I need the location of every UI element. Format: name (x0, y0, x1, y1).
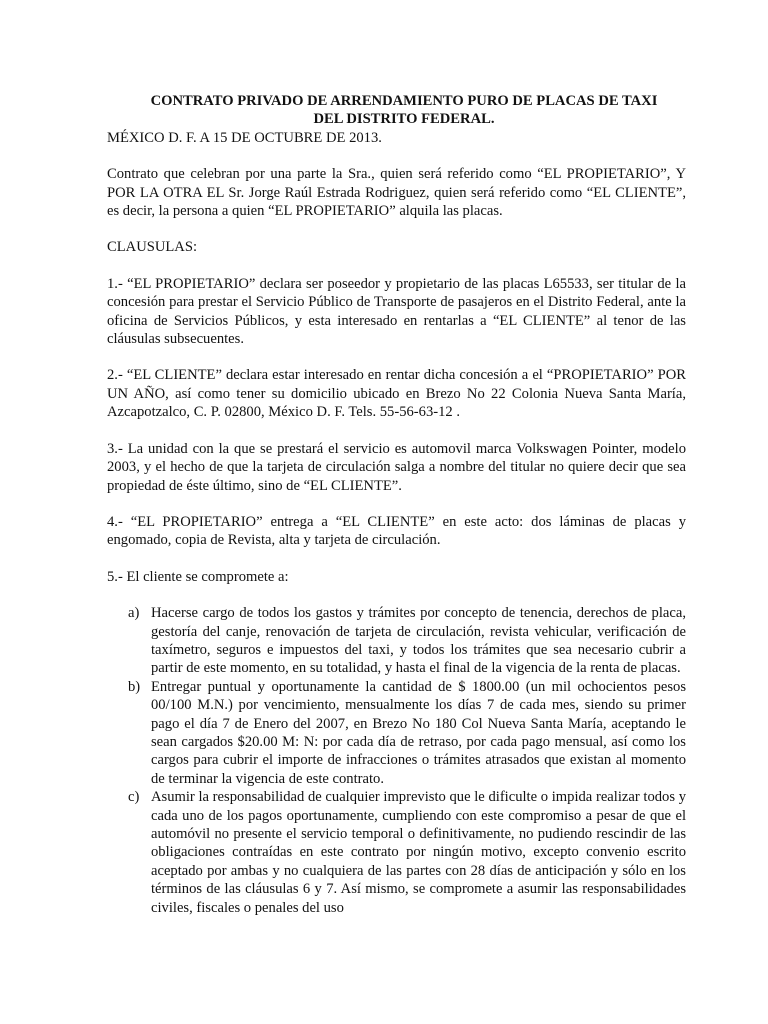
list-item-text: Hacerse cargo de todos los gastos y trámites por concepto de tenencia, derechos de placa, gestoría del canje, renovación de tarjeta de circulación, revista vehicular, verificación de taxímetro, seguros e impuestos del taxi, y todos los trámites que sea necesario cubrir a partir de este momento, en su totalidad, y hasta el final de la vigencia de la renta de placas. (151, 605, 686, 677)
clausulas-heading: CLAUSULAS: (107, 239, 198, 256)
list-item (107, 788, 686, 917)
intro-paragraph: Contrato que celebran por una parte la Sra., quien será referido como “EL PROPIETARIO”, Y POR LA OTRA EL Sr. Jorge Raúl Estrada Rodriguez, quien será referido como “EL CLIENTE”, es decir, la persona a quien “EL PROPIETARIO” alquila las placas. (107, 166, 686, 220)
clause-4: 4.- “EL PROPIETARIO” entrega a “EL CLIENTE” en este acto: dos láminas de placas y engomado, copia de Revista, alta y tarjeta de circulación. (107, 513, 686, 549)
clause-5-list (107, 604, 686, 917)
list-item-marker: a) (128, 605, 140, 622)
list-item-marker: b) (128, 678, 141, 695)
clause-1: 1.- “EL PROPIETARIO” declara ser poseedor y propietario de las placas L65533, ser titular de la concesión para prestar el Servicio Público de Transporte de pasajeros en el Distrito Federal, ante la oficina de Servicios Públicos, y esta interesado en rentarlas a “EL CLIENTE” al tenor de las cláusulas subsecuentes. (107, 275, 686, 348)
date-line: MÉXICO D. F. A 15 DE OCTUBRE DE 2013. (107, 129, 382, 146)
list-item (107, 604, 686, 678)
list-item-text: Entregar puntual y oportunamente la cantidad de $ 1800.00 (un mil ochocientos pesos 00/100 M.N.) por vencimiento, mensualmente los días 7 de cada mes, siendo su primer pago el día 7 de Enero del 2007, en Brezo No 180 Col Nueva Santa María, aceptando le sean cargados $20.00 M: N: por cada día de retraso, por cada pago mensual, así como los cargos para cubrir el importe de infracciones o trámites atrasados que existan al momento de terminar la vigencia de este contrato. (151, 678, 686, 787)
list-item-marker: c) (128, 789, 140, 806)
clause-3: 3.- La unidad con la que se prestará el servicio es automovil marca Volkswagen Pointer, modelo 2003, y el hecho de que la tarjeta de circulación salga a nombre del titular no quiere decir que sea propiedad de éste último, sino de “EL CLIENTE”. (107, 440, 686, 494)
list-item-text: Asumir la responsabilidad de cualquier imprevisto que le dificulte o impida realizar todos y cada uno de los pagos oportunamente, cumpliendo con este compromiso a pesar de que el automóvil no presente el servicio temporal o definitivamente, no pudiendo rescindir de las obligaciones contraídas en este contrato por ningún motivo, excepto convenio escrito aceptado por ambas y no cualquiera de las partes con 28 días de anticipación y sólo en los términos de las cláusulas 6 y 7. Así mismo, se compromete a asumir las responsabilidades civiles, fiscales o penales del uso (151, 789, 686, 916)
list-item (107, 678, 686, 788)
document-title-line-2: DEL DISTRITO FEDERAL. (313, 111, 495, 128)
clause-2: 2.- “EL CLIENTE” declara estar interesado en rentar dicha concesión a el “PROPIETARIO” POR UN AÑO, así como tener su domicilio ubicado en Brezo No 22 Colonia Nueva Santa María, Azcapotzalco, C. P. 02800, México D. F. Tels. 55-56-63-12 . (107, 367, 686, 421)
document-title-line-1: CONTRATO PRIVADO DE ARRENDAMIENTO PURO DE PLACAS DE TAXI (150, 93, 658, 109)
clause-5: 5.- El cliente se compromete a: (107, 568, 289, 585)
